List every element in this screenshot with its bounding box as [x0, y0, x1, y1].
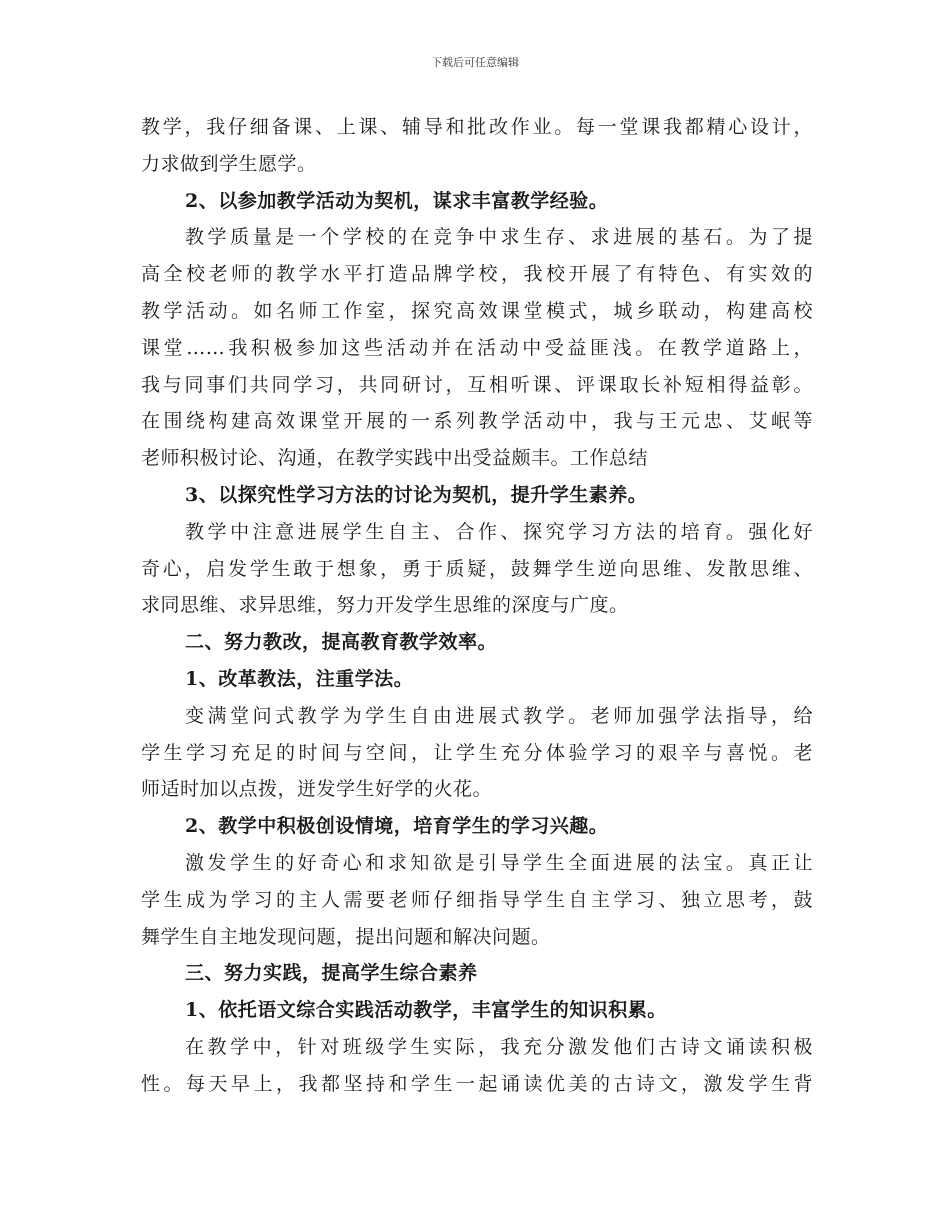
paragraph-line: 在教学中，针对班级学生实际，我充分激发他们古诗文诵读积极 — [185, 1035, 813, 1058]
paragraph-line: 学生成为学习的主人需要老师仔细指导学生自主学习、独立思考，鼓 — [141, 888, 813, 911]
section-heading: 1、改革教法，注重学法。 — [185, 667, 414, 690]
paragraph-line: 变满堂问式教学为学生自由进展式教学。老师加强学法指导，给 — [185, 704, 813, 727]
page-header-note: 下载后可任意编辑 — [431, 56, 519, 69]
paragraph-line: 奇心，启发学生敢于想象，勇于质疑，鼓舞学生逆向思维、发散思维、 — [141, 557, 813, 580]
section-heading: 2、教学中积极创设情境，培育学生的学习兴趣。 — [185, 815, 609, 838]
paragraph-line: 我与同事们共同学习，共同研讨，互相听课、评课取长补短相得益彰。 — [141, 373, 813, 396]
document-body — [141, 109, 813, 1103]
paragraph-line: 师适时加以点拨，迸发学生好学的火花。 — [141, 778, 493, 801]
paragraph-line: 教学活动。如名师工作室，探究高效课堂模式，城乡联动，构建高校 — [141, 299, 813, 322]
paragraph-line: 在围绕构建高效课堂开展的一系列教学活动中，我与王元忠、艾岷等 — [141, 410, 813, 433]
paragraph-line: 老师积极讨论、沟通，在教学实践中出受益颇丰。工作总结 — [141, 447, 649, 470]
paragraph-line: 学生学习充足的时间与空间，让学生充分体验学习的艰辛与喜悦。老 — [141, 741, 813, 764]
paragraph-line: 高全校老师的教学水平打造品牌学校，我校开展了有特色、有实效的 — [141, 263, 813, 286]
paragraph-line: 求同思维、求异思维，努力开发学生思维的深度与广度。 — [141, 594, 629, 617]
section-heading: 1、依托语文综合实践活动教学，丰富学生的知识积累。 — [185, 999, 667, 1022]
paragraph-line: 教学质量是一个学校的在竞争中求生存、求进展的基石。为了提 — [185, 226, 813, 249]
paragraph-line: 舞学生自主地发现问题，提出问题和解决问题。 — [141, 925, 551, 948]
section-heading: 3、以探究性学习方法的讨论为契机，提升学生素养。 — [185, 483, 648, 506]
section-heading: 三、努力实践，提高学生综合素养 — [185, 962, 478, 985]
paragraph-line: 教学，我仔细备课、上课、辅导和批改作业。每一堂课我都精心设计， — [141, 116, 813, 138]
section-heading: 二、努力教改，提高教育教学效率。 — [185, 631, 498, 654]
paragraph-line: 激发学生的好奇心和求知欲是引导学生全面进展的法宝。真正让 — [185, 851, 813, 874]
paragraph-line: 力求做到学生愿学。 — [141, 152, 317, 175]
paragraph-line: 课堂……我积极参加这些活动并在活动中受益匪浅。在教学道路上， — [141, 336, 813, 359]
paragraph-line: 性。每天早上，我都坚持和学生一起诵读优美的古诗文，激发学生背 — [141, 1072, 813, 1095]
paragraph-line: 教学中注意进展学生自主、合作、探究学习方法的培育。强化好 — [185, 520, 813, 543]
section-heading: 2、以参加教学活动为契机，谋求丰富教学经验。 — [185, 189, 609, 212]
